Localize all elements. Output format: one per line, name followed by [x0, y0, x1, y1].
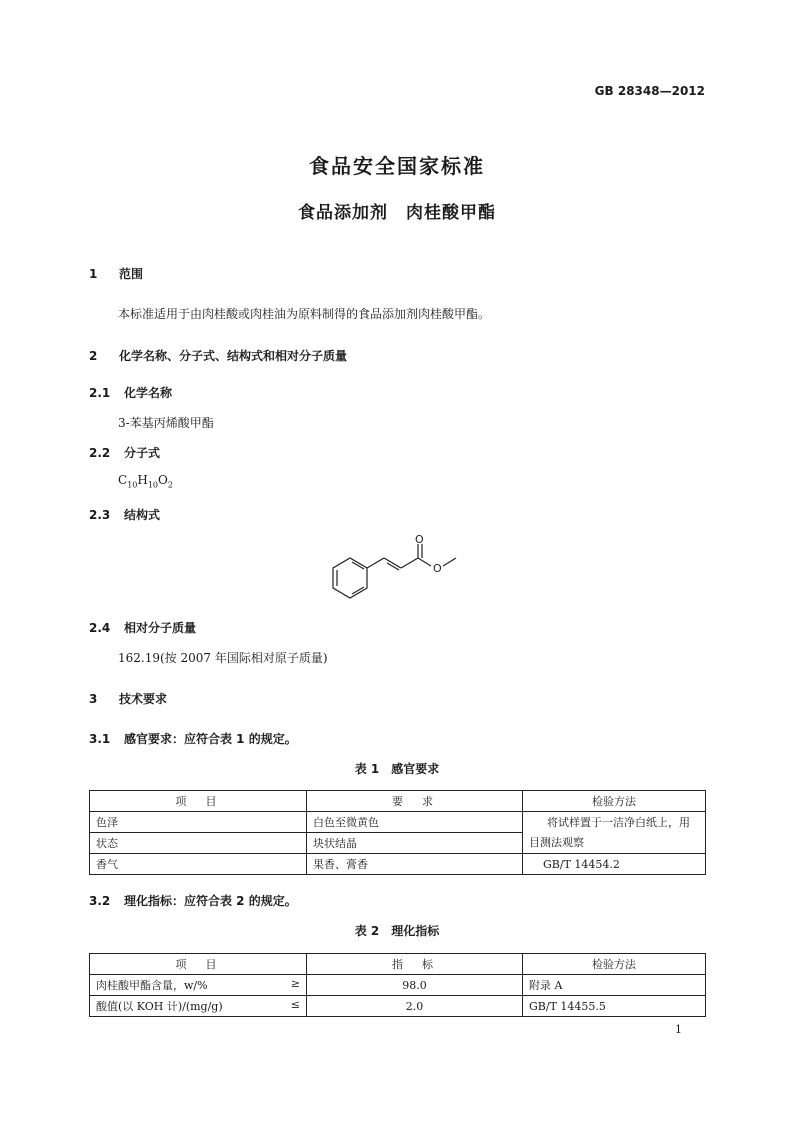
- row-item: 香气: [90, 854, 307, 875]
- section-number: 2.3: [89, 508, 111, 522]
- section-1-heading: [89, 265, 143, 282]
- sensory-requirements-table: [89, 790, 706, 875]
- section-number: 3.2: [89, 894, 111, 908]
- benzene-ring: [333, 558, 367, 598]
- row-requirement: 白色至微黄色: [307, 812, 523, 833]
- row-requirement: 块状结晶: [307, 833, 523, 854]
- row-value: 2.0: [307, 996, 523, 1017]
- page-number: 1: [675, 1023, 682, 1036]
- section-number: 2.4: [89, 621, 111, 635]
- ester-oxygen-label: O: [433, 562, 442, 575]
- section-2-4-heading: [89, 619, 196, 636]
- section-title: 结构式: [124, 508, 161, 522]
- row-item-label: 肉桂酸甲酯含量，w/%: [96, 979, 208, 992]
- molecular-mass: 162.19(按 2007 年国际相对原子质量): [118, 651, 328, 665]
- relation-symbol: ≤: [290, 998, 300, 1011]
- section-title: 分子式: [124, 446, 161, 460]
- carbonyl-oxygen-label: O: [415, 533, 424, 546]
- section-3-1-heading: [89, 730, 297, 747]
- row-method: 附录 A: [523, 975, 706, 996]
- bond: [443, 558, 456, 566]
- table-1-caption: 表 1 感官要求: [354, 762, 440, 776]
- double-bond: [387, 563, 399, 570]
- header-item: 项 目: [90, 954, 307, 975]
- bond: [418, 558, 431, 566]
- section-number: 3: [89, 692, 98, 706]
- section-title: 范围: [119, 267, 144, 281]
- row-method: 将试样置于一洁净白纸上，用目测法观察: [523, 812, 706, 854]
- header-method: 检验方法: [523, 954, 706, 975]
- section-number: 2.2: [89, 446, 111, 460]
- document-title: 食品安全国家标准: [309, 154, 485, 178]
- table-header-row: [90, 954, 706, 975]
- row-method: GB/T 14455.5: [523, 996, 706, 1017]
- row-value: 98.0: [307, 975, 523, 996]
- section-title: 感官要求：应符合表 1 的规定。: [124, 732, 297, 746]
- section-number: 3.1: [89, 732, 111, 746]
- header-method: 检验方法: [523, 791, 706, 812]
- section-title: 化学名称: [124, 386, 173, 400]
- row-item: [90, 975, 307, 996]
- row-item: 状态: [90, 833, 307, 854]
- molecular-formula: $C_{10}H_{10}O_2$: [118, 473, 173, 490]
- table-header-row: [90, 791, 706, 812]
- structural-formula: [325, 532, 470, 610]
- section-number: 2.1: [89, 386, 111, 400]
- table-row: [90, 996, 706, 1017]
- document-subtitle: 食品添加剂 肉桂酸甲酯: [298, 203, 496, 223]
- row-method: GB/T 14454.2: [523, 854, 706, 875]
- row-item: 色泽: [90, 812, 307, 833]
- section-title: 理化指标：应符合表 2 的规定。: [124, 894, 297, 908]
- row-item-label: 酸值(以 KOH 计)/(mg/g): [96, 1000, 223, 1013]
- section-2-heading: [89, 347, 347, 364]
- section-title: 相对分子质量: [124, 621, 197, 635]
- chemical-name: 3-苯基丙烯酸甲酯: [118, 416, 214, 430]
- table-row: [90, 975, 706, 996]
- table-row: [90, 854, 706, 875]
- section-number: 1: [89, 267, 98, 281]
- section-2-2-heading: [89, 444, 160, 461]
- header-indicator: 指 标: [307, 954, 523, 975]
- bond: [401, 558, 418, 568]
- section-number: 2: [89, 349, 98, 363]
- relation-symbol: ≥: [290, 977, 300, 990]
- section-3-heading: [89, 690, 167, 707]
- standard-number: GB 28348—2012: [594, 84, 705, 98]
- scope-paragraph: 本标准适用于由肉桂酸或肉桂油为原料制得的食品添加剂肉桂酸甲酯。: [118, 307, 491, 321]
- section-3-2-heading: [89, 892, 297, 909]
- bond: [367, 558, 384, 568]
- section-title: 技术要求: [119, 692, 168, 706]
- header-requirement: 要 求: [307, 791, 523, 812]
- row-requirement: 果香、膏香: [307, 854, 523, 875]
- table-row: [90, 812, 706, 833]
- header-item: 项 目: [90, 791, 307, 812]
- section-2-1-heading: [89, 384, 172, 401]
- row-item: [90, 996, 307, 1017]
- physicochemical-indicators-table: [89, 953, 706, 1017]
- section-2-3-heading: [89, 506, 160, 523]
- section-title: 化学名称、分子式、结构式和相对分子质量: [119, 349, 348, 363]
- table-2-caption: 表 2 理化指标: [354, 924, 440, 938]
